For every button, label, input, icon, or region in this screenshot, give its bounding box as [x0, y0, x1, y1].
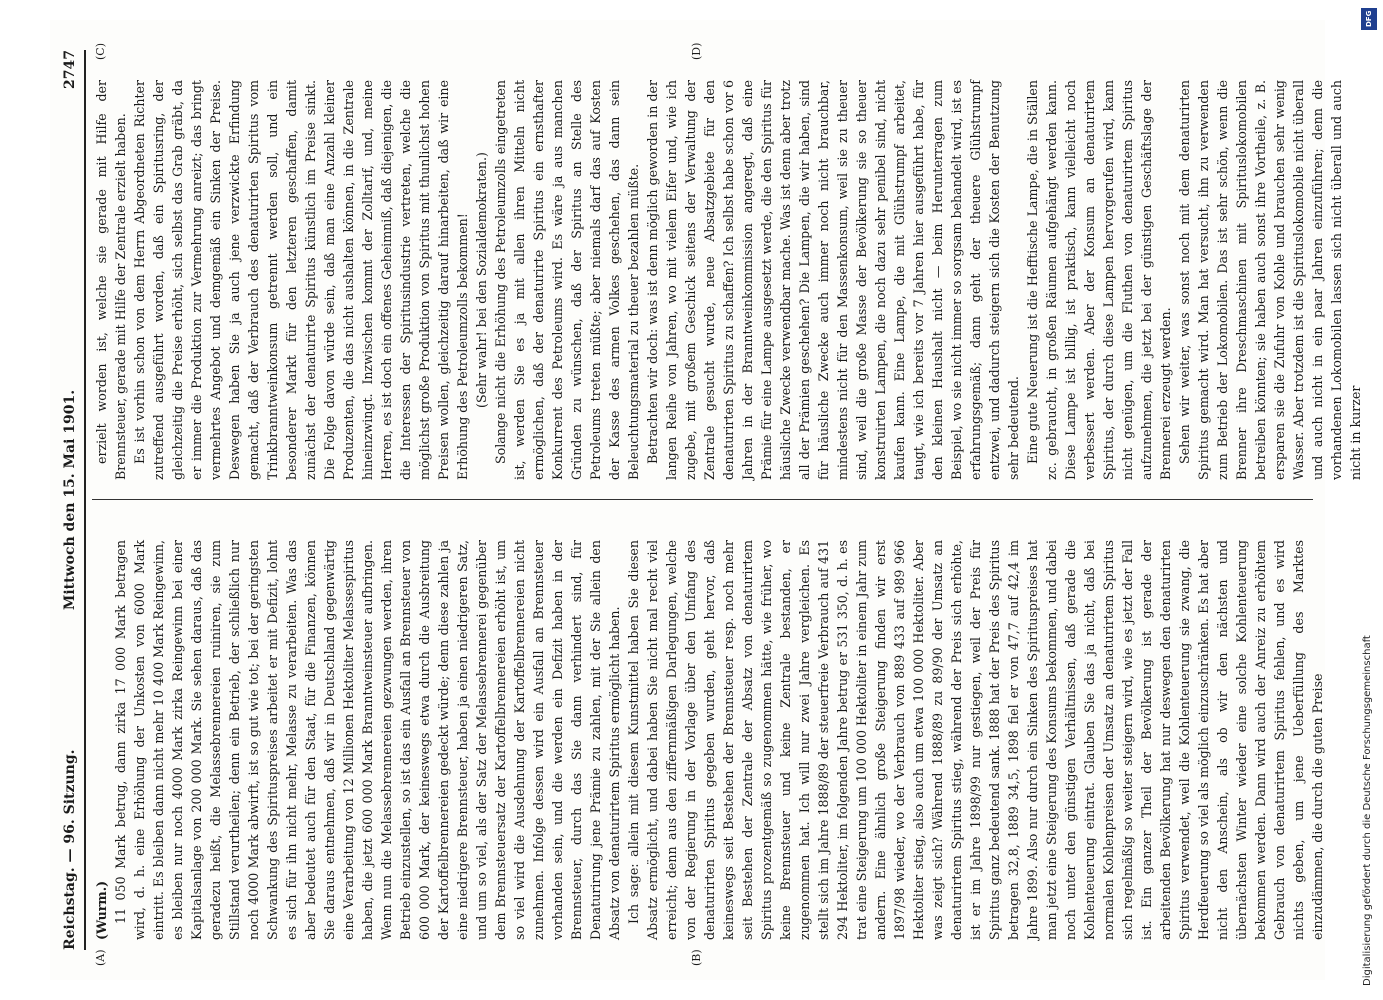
right-paragraph-6: Eine gute Neuerung ist die Hefftische Lampe, die in Ställen zc. gebraucht, in großen Räumen aufgehängt werden kann. Diese Lampe ist billig, ist praktisch, kann vielleicht noch verbessert werden. Aber der Konsum an denaturirtem Spiritus, der durch diese Lampen hervorgerufen wird, kann nicht genügen, um die Fluthen von denaturirtem Spiritus aufzunehmen, die jetzt bei der günstigen Geschäftslage der Brennerei erzeugt werden.	[1025, 80, 1173, 480]
left-paragraph-2: Ich sage: allein mit diesem Kunstmittel haben Sie diesen Absatz ermöglicht, und dabei haben Sie nicht mal recht viel erreicht; denn aus den ziffernmäßigen Darlegungen, welche von der Regierung in der Vorlage über den Umfang des denaturirten Spiritus gegeben wurden, geht hervor, daß keineswegs seit Bestehen der Brennsteuer resp. noch mehr seit Bestehen der Zentrale der Absatz von denaturirtem Spiritus prozentgemäß so zugenommen hätte, wie früher, wo keine Brennsteuer und keine Zentrale bestanden, er zugenommen hat. Ich will nur zwei Jahre vergleichen. Es stellt sich im Jahre 1888/89 der steuerfreie Verbrauch auf 431 294 Hektoliter, im folgenden Jahre betrug er 531 350, d. h. es trat eine Steigerung um 100 000 Hektoliter in einem Jahr zum andern. Eine ähnlich große Steigerung finden wir erst 1897/98 wieder, wo der Verbrauch von 889 433 auf 989 966 Hektoliter stieg, also auch um etwa 100 000 Hektoliter. Aber was zeigt sich? Während 1888/89 zu 89/90 der Umsatz an denaturirtem Spiritus stieg, während der Preis sich erhöhte, ist er im Jahre 1898/99 nur gestiegen, weil der Preis für Spiritus ganz bedeutend sank. 1888 hat der Preis des Spiritus betragen 32,8, 1889 34,5, 1898 fiel er von 47,7 auf 42,4 im Jahre 1899. Also nur durch ein Sinken des Spirituspreises hat man jetzt eine Steigerung des Konsums bekommen, und dabei noch unter den günstigen Verhältnissen, daß gerade die Kohlenteuerung eintrat. Glauben Sie das ja nicht, daß bei normalen Kohlenpreisen der Umsatz an denaturirtem Spiritus sich regelmäßig so weiter steigern wird, wie es jetzt der Fall ist. Ein ganzer Theil der Bevölkerung ist gerade der arbeitenden Bevölkerung hat nur deswegen den denaturirten Spiritus verwendet, weil die Kohlenteuerung sie zwang, die Herdfeuerung so viel als möglich einzuschränken. Es hat aber nicht den Anschein, als ob wir den nächsten und übernächsten Winter wieder eine solche Kohlenteuerung bekommen werden. Dann wird auch der Anreiz zu erhöhtem Gebrauch von denaturirtem Spiritus fehlen, und es wird nichts geben, um jene Ueberfüllung des Marktes einzudämmen, die durch die guten Preise	[626, 540, 1325, 940]
dfg-logo: DFG	[1361, 8, 1377, 30]
margin-marker-d: (D)	[690, 42, 703, 60]
page-header	[58, 50, 84, 950]
digitization-sidebar	[1360, 8, 1378, 998]
header-date: Mittwoch den 15. Mai 1901.	[62, 389, 78, 611]
column-divider	[92, 499, 1313, 500]
margin-marker-c: (C)	[94, 43, 107, 60]
left-column	[92, 540, 1325, 940]
left-paragraph-1: 11 050 Mark betrug, dann zirka 17 000 Mark betragen wird, d. h. eine Erhöhung der Unkosten von 6000 Mark eintritt. Es bleiben dann nicht mehr 10 400 Mark Reingewinn, es bleiben nur noch 4000 Mark zirka Reingewinn bei einer Kapitalsanlage von 200 000 Mark. Sie sehen daraus, daß das geradezu heißt, die Melassebrennereien ruiniren, sie zum Stillstand verurtheilen; denn ein Betrieb, der schließlich nur noch 4000 Mark abwirft, ist so gut wie tot; bei der geringsten Schwankung des Spirituspreises arbeitet er mit Defizit, lohnt es sich für ihn nicht mehr, Melasse zu verarbeiten. Was das aber bedeutet auch für den Staat, für die Finanzen, können Sie daraus entnehmen, daß wir in Deutschland gegenwärtig eine Verarbeitung von 12 Millionen Hektoliter Melassespiritus haben, die jetzt 600 000 Mark Branntweinsteuer aufbringen. Wenn nun die Melassebrennereien gezwungen werden, ihren Betrieb einzustellen, so ist das ein Ausfall an Brennsteuer von 600 000 Mark, der keineswegs etwa durch die Ausbreitung der Kartoffelbrennereien gedeckt würde; denn diese zahlen ja eine niedrigere Brennsteuer, haben ja einen niedrigeren Satz, und um so viel, als der Satz der Melassebrennerei gegenüber dem Brennsteuersatz der Kartoffelbrennereien erhöht ist, um so viel wird die Ausdehnung der Kartoffelbrennereien nicht zunehmen. Infolge dessen wird ein Ausfall an Brennsteuer vorhanden sein, und die werden ein Defizit haben in der Brennsteuer, durch das Sie dann verhindert sind, für Denaturirung jene Prämie zu zahlen, mit der Sie allein den Absatz von denaturirtem Spiritus ermöglicht haben.	[113, 540, 622, 940]
right-paragraph-5: Betrachten wir doch: was ist denn möglich geworden in der langen Reihe von Jahren, wo mit vielem Eifer und, wie ich zugebe, mit großem Geschick seitens der Verwaltung der Zentrale gesucht wurde, neue Absatzgebiete für den denaturirten Spiritus zu schaffen? Ich selbst habe schon vor 6 Jahren in der Branntweinkommission angeregt, daß eine Prämie für eine Lampe ausgesetzt werde, die den Spiritus für häusliche Zwecke verwendbar mache. Was ist denn aber trotz all der Prämien geschehen? Die Lampen, die wir haben, sind für häusliche Zwecke auch immer noch nicht brauchbar, mindestens nicht für den Massenkonsum, weil sie zu theuer sind, weil die große Masse der Bevölkerung sie so theuer konstruirten Lampen, die noch dazu sehr penibel sind, nicht kaufen kann. Eine Lampe, die mit Glühstrumpf arbeitet, taugt, wie ich bereits vor 7 Jahren hier ausgeführt habe, für den kleinen Haushalt nicht — beim Herunterragen zum Beispiel, wo sie nicht immer so sorgsam behandelt wird, ist es erfahrungsgemäß; dann geht der theuere Glühstrumpf entzwei, und dadurch steigern sich die Kosten der Benutzung sehr bedeutend.	[645, 80, 1021, 480]
speaker-name: (Wurm.)	[94, 880, 109, 940]
header-rule	[84, 50, 86, 950]
right-paragraph-7: Sehen wir weiter, was sonst noch mit dem denaturirten Spiritus gemacht wird. Man hat versucht, ihn zu verwenden zum Betrieb der Lokomobilen. Das ist sehr schön, wenn die Brenner ihre Dreschmaschinen mit Spirituslokomobilen betreiben könnten; sie haben auch sonst ihre Vortheile, z. B. ersparen sie die Zufuhr von Kohle und brauchen sehr wenig Wasser. Aber trotzdem ist die Spirituslokomobile nicht überall und auch nicht in ein paar Jahren einzuführen; denn die vorhandenen Lokomobilen lassen sich nicht überall und auch nicht in kurzer	[1177, 80, 1363, 480]
page-number: 2747	[62, 50, 78, 89]
interjection: (Sehr wahr! bei den Sozialdemokraten.)	[474, 152, 489, 408]
right-paragraph-4: Solange nicht die Erhöhung des Petroleumzolls eingetreten ist, werden Sie es ja mit allen ihren Mitteln nicht ermöglichen, daß der denaturirte Spiritus ein ernsthafter Konkurrent des Petroleums wird. Es wäre ja aus manchen Gründen zu wünschen, daß der Spiritus an Stelle des Petroleums treten müßte; aber niemals darf das auf Kosten der Kasse des armen Volkes geschehen, das dann sein Beleuchtungsmaterial zu theuer bezahlen müßte.	[493, 80, 641, 480]
margin-marker-b: (B)	[690, 949, 703, 966]
header-session: Reichstag. — 96. Sitzung.	[62, 749, 78, 950]
rotated-document-page	[50, 20, 1363, 980]
right-paragraph-2: Es ist vorhin schon von dem Herrn Abgeordneten Richter zutreffend ausgeführt worden, daß ein Spiritusring, der gleichzeitig die Preise erhöht, sich selbst das Grab gräbt, da er immer die Produktion zur Vermehrung anreizt; das bringt vermehrtes Angebot und demgemäß ein Sinken der Preise. Deswegen haben Sie ja auch jene verzwickte Erfindung gemacht, daß der Verbrauch des denaturirten Spiritus vom Trinkbranntweinkonsum getrennt werden soll, und ein besonderer Markt für den letzteren geschaffen, damit zunächst der denaturirte Spiritus künstlich im Preise sinkt. Die Folge davon würde sein, daß man eine Anzahl kleiner Produzenten, die das nicht aushalten können, in die Zentrale hineinzwingt. Inzwischen kommt der Zolltarif, und, meine Herren, es ist doch ein offenes Geheimniß, daß diejenigen, die die Interessen der Spiritusindustrie vertreten, welche die möglichst große Produktion von Spiritus mit thunlichst hohen Preisen wollen, gleichzeitig darauf hinarbeiten, daß wir eine Erhöhung des Petroleumzolls bekommen!	[132, 80, 470, 480]
digitization-note: Digitalisierung gefördert durch die Deutsche Forschungsgemeinschaft	[1362, 635, 1373, 986]
margin-marker-a: (A)	[94, 949, 107, 966]
right-column	[92, 80, 1363, 480]
right-paragraph-1: erzielt worden ist, welche sie gerade mit Hilfe der Brennsteuer, gerade mit Hilfe der Zentrale erzielt haben.	[94, 80, 128, 480]
